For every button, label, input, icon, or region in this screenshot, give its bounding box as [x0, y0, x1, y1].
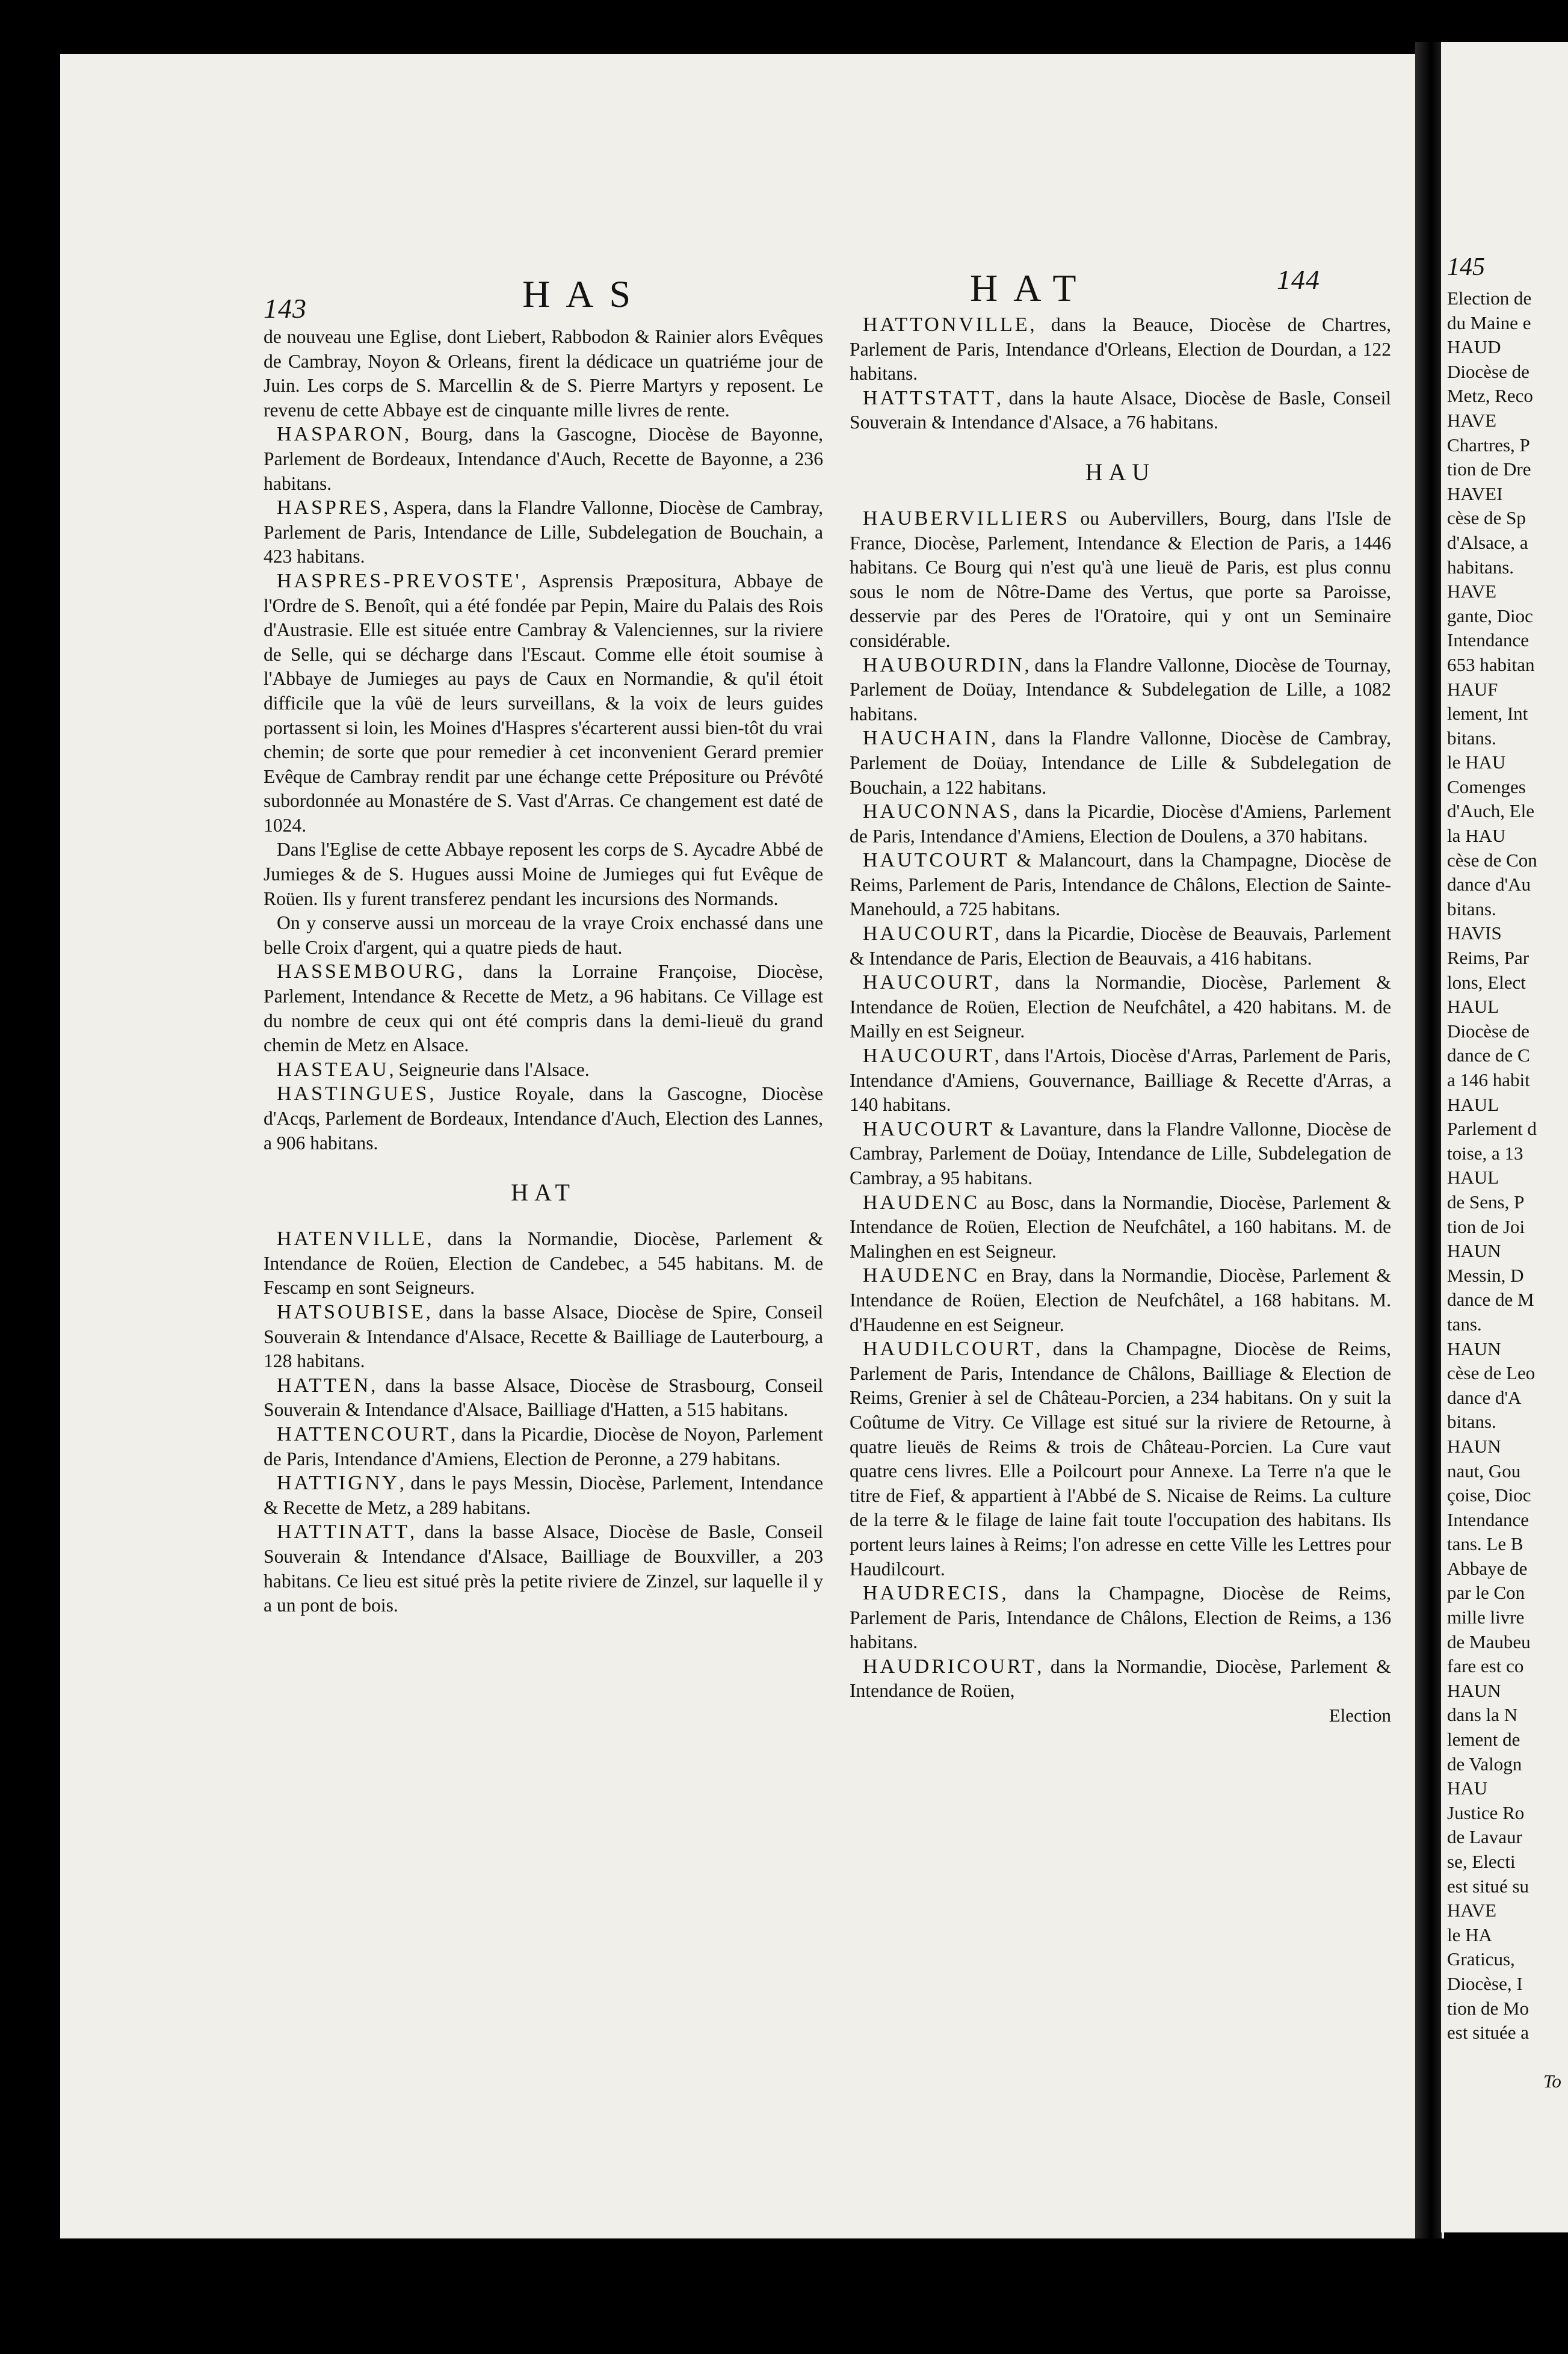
fragment-line: de Lavaur: [1447, 1826, 1522, 1848]
entry-headword: HAUDILCOURT: [863, 1338, 1036, 1361]
dictionary-entry: [264, 569, 823, 838]
fragment-line: lement de: [1447, 1729, 1520, 1750]
entry-text: , dans la Normandie, Diocèse, Parlement & Intendance de Roüen,: [850, 1655, 1391, 1702]
fragment-line: Metz, Reco: [1447, 385, 1533, 407]
fragment-line: Parlement d: [1447, 1118, 1537, 1140]
fragment-line: HAUL: [1447, 1093, 1499, 1115]
fragment-line: Comenges: [1447, 776, 1526, 797]
entry-headword: HAUCOURT: [863, 1045, 995, 1067]
fragment-line: est situé su: [1447, 1875, 1529, 1897]
dictionary-entry: [850, 1337, 1391, 1581]
fragment-line: çoise, Dioc: [1447, 1484, 1531, 1506]
dictionary-entry: [264, 1082, 823, 1155]
entry-text: , Asprensis Præpositura, Abbaye de l'Ordre de S. Benoît, qui a été fondée par Pepin, Maire du Palais des Rois d'Austrasie. Elle est située entre Cambray & Valenciennes, sur la riviere de Selle, qui se décharge dans l'Escaut. Comme elle étoit soumise à l'Abbaye de Jumieges au pays de Caux en Normandie, & qu'il étoit difficile que la vûë de leurs surveillans, & la voix de leurs guides portassent si loin, les Moines d'Haspres s'écarterent aussi bien-tôt du vrai chemin; de sorte que pour remedier à cet inconvenient Gerard premier Evêque de Cambray rendit par une échange cette Prépositure ou Prévôté subordonnée au Monastére de S. Vast d'Arras. Ce changement est daté de 1024.: [264, 570, 823, 836]
fragment-line: Diocèse, I: [1447, 1972, 1523, 1994]
entry-headword: HAUDRECIS: [863, 1582, 1002, 1605]
right-page-sheet: [1441, 42, 1568, 2232]
fragment-line: le HA: [1447, 1924, 1492, 1945]
fragment-line: HAVE: [1447, 581, 1497, 602]
fragment-line: d'Auch, Ele: [1447, 800, 1535, 822]
entry-headword: HAUBOURDIN: [863, 653, 1025, 676]
dictionary-entry: [850, 1191, 1391, 1264]
section-title-hat: HAT: [511, 1179, 576, 1206]
fragment-line: Diocèse de: [1447, 1020, 1529, 1042]
dictionary-entry: [850, 1581, 1391, 1655]
right-catchword: To: [1543, 2070, 1561, 2092]
page-number-145: 145: [1447, 253, 1485, 281]
fragment-line: Messin, D: [1447, 1264, 1524, 1286]
dictionary-entry: [850, 1655, 1391, 1704]
dictionary-entry: [850, 1044, 1391, 1117]
fragment-line: Abbaye de: [1447, 1557, 1528, 1579]
entry-text: , dans la Picardie, Diocèse de Noyon, Parlement de Paris, Intendance d'Amiens, Election de Peronne, a 279 habitans.: [264, 1423, 823, 1469]
entry-text: & Lavanture, dans la Flandre Vallonne, Diocèse de Cambray, Parlement de Doüay, Intendance de Lille, Subdelegation de Cambray, a 95 habitans.: [850, 1118, 1391, 1188]
fragment-line: de Valogn: [1447, 1753, 1522, 1775]
entry-text: , dans la basse Alsace, Diocèse de Spire, Conseil Souverain & Intendance d'Alsace, Recette & Bailliage de Lauterbourg, a 128 habitans.: [264, 1301, 823, 1372]
dictionary-entry: [264, 960, 823, 1057]
dictionary-entry: [264, 1520, 823, 1617]
dictionary-entry: [264, 911, 823, 960]
fragment-line: Graticus,: [1447, 1948, 1515, 1970]
catchword: Election: [1329, 1705, 1391, 1726]
dictionary-entry: [850, 848, 1391, 922]
fragment-line: dans la N: [1447, 1704, 1518, 1726]
dictionary-entry: [264, 1058, 823, 1083]
entry-headword: HAUCOURT: [863, 922, 995, 945]
entry-text: , dans la Flandre Vallonne, Diocèse de Cambray, Parlement de Doüay, Intendance de Lille & Subdelegation de Bouchain, a 122 habitans.: [850, 728, 1391, 798]
fragment-line: d'Alsace, a: [1447, 531, 1528, 553]
book-gutter: [1415, 42, 1442, 2238]
fragment-line: a 146 habit: [1447, 1069, 1530, 1090]
page-number-143: 143: [264, 293, 307, 324]
dictionary-entry: [850, 507, 1391, 653]
fragment-line: se, Electi: [1447, 1851, 1516, 1872]
entry-text: , dans la Normandie, Diocèse, Parlement & Intendance de Roüen, Election de Candebec, a 545 habitans. M. de Fescamp en sont Seigneurs.: [264, 1228, 823, 1299]
fragment-line: naut, Gou: [1447, 1460, 1521, 1481]
entry-text: On y conserve aussi un morceau de la vraye Croix enchassé dans une belle Croix d'argent, qui a quatre pieds de haut.: [264, 912, 823, 958]
entry-headword: HASPRES: [277, 496, 384, 519]
fragment-line: cèse de Leo: [1447, 1362, 1536, 1384]
fragment-line: HAUF: [1447, 678, 1498, 700]
entry-text: , Bourg, dans la Gascogne, Diocèse de Bayonne, Parlement de Bordeaux, Intendance d'Auch, Recette de Bayonne, a 236 habitans.: [264, 424, 823, 494]
entry-text: , Seigneurie dans l'Alsace.: [389, 1058, 590, 1080]
left-text-body: [264, 325, 823, 1618]
fragment-line: bitans.: [1447, 1411, 1496, 1433]
entry-headword: HAUDENC: [863, 1264, 980, 1287]
fragment-line: tion de Joi: [1447, 1216, 1525, 1237]
fragment-line: HAUN: [1447, 1679, 1501, 1701]
fragment-line: Diocèse de: [1447, 360, 1529, 382]
entry-text: , dans la Champagne, Diocèse de Reims, Parlement de Paris, Intendance de Châlons, Election de Reims, a 136 habitans.: [850, 1583, 1391, 1653]
dictionary-entry: [264, 325, 823, 422]
dictionary-entry: [850, 1264, 1391, 1337]
entry-headword: HAUBERVILLIERS: [863, 507, 1070, 530]
entry-headword: HASSEMBOURG: [277, 960, 458, 983]
dictionary-entry: [850, 726, 1391, 800]
entry-headword: HAUCONNAS: [863, 800, 1013, 823]
fragment-line: par le Con: [1447, 1582, 1525, 1604]
entry-text: , dans la haute Alsace, Diocèse de Basle, Conseil Souverain & Intendance d'Alsace, a 76 habitans.: [850, 387, 1391, 433]
fragment-line: Intendance: [1447, 1509, 1529, 1530]
fragment-line: du Maine e: [1447, 312, 1531, 333]
entry-headword: HAUCOURT: [863, 1117, 995, 1140]
entry-text: de nouveau une Eglise, dont Liebert, Rabbodon & Rainier alors Evêques de Cambray, Noyon & Orleans, firent la dédicace un quatriéme jour de Juin. Les corps de S. Marcellin & de S. Pierre Martyrs y reposent. Le revenu de cette Abbaye est de cinquante mille livres de rente.: [264, 326, 823, 421]
entry-text: , Aspera, dans la Flandre Vallonne, Diocèse de Cambray, Parlement de Paris, Intendance de Lille, Subdelegation de Bouchain, a 423 habitans.: [264, 497, 823, 567]
fragment-line: Intendance: [1447, 629, 1529, 651]
fragment-line: bitans.: [1447, 898, 1496, 919]
fragment-line: HAUL: [1447, 996, 1499, 1018]
fragment-line: Justice Ro: [1447, 1802, 1525, 1823]
dictionary-entry: [264, 1471, 823, 1520]
fragment-line: HAUD: [1447, 336, 1501, 358]
entry-headword: HASPARON: [277, 423, 405, 446]
fragment-line: HAVIS: [1447, 922, 1502, 944]
entry-text: , dans la Beauce, Diocèse de Chartres, Parlement de Paris, Intendance d'Orleans, Election de Dourdan, a 122 habitans.: [850, 314, 1391, 385]
running-header-has: HAS: [522, 273, 647, 315]
mid-entries-hau: [850, 507, 1391, 1704]
fragment-line: HAUN: [1447, 1435, 1501, 1457]
fragment-line: dance de C: [1447, 1045, 1530, 1066]
fragment-line: HAUN: [1447, 1240, 1501, 1262]
fragment-line: tans.: [1447, 1313, 1482, 1335]
dictionary-entry: [264, 1227, 823, 1300]
entry-headword: HASPRES-PREVOSTE': [277, 569, 522, 592]
dictionary-entry: [850, 971, 1391, 1044]
entry-headword: HAUTCOURT: [863, 849, 1010, 872]
dictionary-entry: [264, 1374, 823, 1423]
fragment-line: tion de Mo: [1447, 1997, 1529, 2019]
dictionary-entry: [264, 496, 823, 569]
fragment-line: habitans.: [1447, 556, 1514, 578]
dictionary-entry: [850, 386, 1391, 435]
entry-text: , dans la basse Alsace, Diocèse de Strasbourg, Conseil Souverain & Intendance d'Alsace, Bailliage d'Hatten, a 515 habitans.: [264, 1374, 823, 1421]
fragment-line: cèse de Sp: [1447, 507, 1526, 529]
dictionary-entry: [264, 1300, 823, 1374]
page-number-144: 144: [1277, 264, 1320, 295]
fragment-line: HAVE: [1447, 409, 1497, 431]
dictionary-entry: [264, 422, 823, 496]
dictionary-entry: [850, 922, 1391, 971]
entry-headword: HAUDENC: [863, 1191, 980, 1214]
fragment-line: le HAU: [1447, 752, 1506, 773]
entry-headword: HATENVILLE: [277, 1228, 427, 1250]
entry-text: Dans l'Eglise de cette Abbaye reposent les corps de S. Aycadre Abbé de Jumieges & de S. Hugues aussi Moine de Jumieges qui fut Evêque de Roüen. Ils y furent transferez pendant les incursions des Normands.: [264, 839, 823, 909]
fragment-line: 653 habitan: [1447, 653, 1535, 675]
entry-text: ou Aubervillers, Bourg, dans l'Isle de France, Diocèse, Parlement, Intendance & Election de Paris, a 1446 habitans. Ce Bourg qui n'est qu'à une lieuë de Paris, est plus connu sous le nom de Nôtre-Dame des Vertus, que porte sa Paroisse, desservie par des Peres de l'Oratoire, qui y ont un Seminaire considérable.: [850, 507, 1391, 651]
fragment-line: HAUL: [1447, 1167, 1499, 1188]
fragment-line: Election de: [1447, 288, 1532, 309]
running-header-hat: HAT: [970, 267, 1092, 309]
fragment-line: HAVEI: [1447, 483, 1503, 504]
entry-text: en Bray, dans la Normandie, Diocèse, Parlement & Intendance de Roüen, Election de Neufchâtel, a 168 habitans. M. d'Haudenne en est Seigneur.: [850, 1265, 1391, 1335]
fragment-line: cèse de Con: [1447, 849, 1537, 871]
entry-text: , dans l'Artois, Diocèse d'Arras, Parlement de Paris, Intendance d'Amiens, Gouvernance, Bailliage & Recette d'Arras, a 140 habitans.: [850, 1045, 1391, 1116]
fragment-line: mille livre: [1447, 1607, 1525, 1628]
fragment-line: Chartres, P: [1447, 434, 1530, 456]
mid-entries: [850, 313, 1391, 435]
right-fragment-lines: [1447, 286, 1567, 2045]
entry-headword: HATTINATT: [277, 1521, 410, 1543]
entry-headword: HAUDRICOURT: [863, 1655, 1037, 1678]
entry-headword: HATTEN: [277, 1374, 371, 1397]
dictionary-entry: [850, 653, 1391, 727]
entry-text: , dans la basse Alsace, Diocèse de Basle, Conseil Souverain & Intendance d'Alsace, Bailliage de Bouxviller, a 203 habitans. Ce lieu est situé près la petite riviere de Zinzel, sur laquelle il y a un pont de bois.: [264, 1521, 823, 1616]
entry-text: , dans la Champagne, Diocèse de Reims, Parlement de Paris, Intendance de Châlons, Bailliage & Election de Reims, Grenier à sel de Château-Porcien, a 234 habitans. On y suit la Coûtume de Vitry. Ce Village est situé sur la riviere de Retourne, à quatre lieuës de Reims & trois de Château-Porcien. La Cure vaut quatre cens livres. Elle a Poilcourt pour Annexe. La Terre n'a que le titre de Fief, & appartient à l'Abbé de S. Nicaise de Reims. La culture de la terre & le filage de laine fait toute l'occupation des habitans. Ils portent leurs laines à Reims; l'on adresse en cette Ville les Lettres pour Haudilcourt.: [850, 1338, 1391, 1580]
fragment-line: est située a: [1447, 2022, 1529, 2044]
fragment-line: HAUN: [1447, 1338, 1501, 1359]
entry-text: , dans la Normandie, Diocèse, Parlement & Intendance de Roüen, Election de Neufchâtel, a 420 habitans. M. de Mailly en est Seigneur.: [850, 972, 1391, 1042]
fragment-line: Reims, Par: [1447, 947, 1529, 969]
middle-text-body: [850, 313, 1391, 1728]
dictionary-entry: [850, 1117, 1391, 1191]
fragment-line: fare est co: [1447, 1655, 1524, 1677]
fragment-line: toise, a 13: [1447, 1142, 1523, 1164]
fragment-line: HAVE: [1447, 1900, 1497, 1921]
fragment-line: bitans.: [1447, 727, 1496, 749]
entry-text: , dans la Lorraine Françoise, Diocèse, Parlement, Intendance & Recette de Metz, a 96 habitans. Ce Village est du nombre de ceux qui ont été compris dans la demi-lieuë du grand chemin de Metz en Alsace.: [264, 961, 823, 1056]
right-page-fragment: [1447, 253, 1567, 2093]
fragment-line: gante, Dioc: [1447, 605, 1533, 626]
entry-headword: HATTENCOURT: [277, 1423, 451, 1445]
fragment-line: la HAU: [1447, 825, 1506, 847]
fragment-line: dance de M: [1447, 1289, 1534, 1311]
fragment-line: tion de Dre: [1447, 459, 1531, 480]
entry-headword: HASTEAU: [277, 1058, 389, 1081]
fragment-line: dance d'A: [1447, 1386, 1522, 1408]
entry-headword: HAUCOURT: [863, 971, 995, 994]
fragment-line: lement, Int: [1447, 703, 1528, 724]
dictionary-entry: [264, 838, 823, 911]
entry-headword: HATTSTATT: [863, 386, 997, 409]
fragment-line: dance d'Au: [1447, 874, 1531, 895]
left-entries: [264, 325, 823, 1155]
left-entries-hat: [264, 1227, 823, 1618]
fragment-line: de Sens, P: [1447, 1191, 1525, 1213]
fragment-line: de Maubeu: [1447, 1631, 1531, 1652]
entry-headword: HATSOUBISE: [277, 1300, 426, 1323]
entry-text: au Bosc, dans la Normandie, Diocèse, Parlement & Intendance de Roüen, Election de Neufchâtel, a 160 habitans. M. de Malinghen en est Seigneur.: [850, 1191, 1391, 1262]
fragment-line: lons, Elect: [1447, 971, 1526, 993]
dictionary-entry: [850, 800, 1391, 848]
dictionary-entry: [264, 1423, 823, 1471]
fragment-line: HAU: [1447, 1778, 1488, 1799]
entry-text: , dans la Picardie, Diocèse d'Amiens, Parlement de Paris, Intendance d'Amiens, Election de Doulens, a 370 habitans.: [850, 801, 1391, 847]
fragment-line: tans. Le B: [1447, 1533, 1523, 1555]
entry-headword: HATTIGNY: [277, 1472, 400, 1495]
section-title-hau: HAU: [1085, 458, 1156, 486]
entry-text: , dans la Picardie, Diocèse de Beauvais, Parlement & Intendance de Paris, Election de Beauvais, a 416 habitans.: [850, 923, 1391, 969]
dictionary-entry: [850, 313, 1391, 386]
entry-text: , Justice Royale, dans la Gascogne, Diocèse d'Acqs, Parlement de Bordeaux, Intendance d'Auch, Election des Lannes, a 906 habitans.: [264, 1083, 823, 1154]
entry-text: , dans le pays Messin, Diocèse, Parlement, Intendance & Recette de Metz, a 289 habitans.: [264, 1472, 823, 1518]
entry-headword: HAUCHAIN: [863, 727, 992, 750]
entry-headword: HASTINGUES: [277, 1083, 430, 1105]
entry-headword: HATTONVILLE: [863, 314, 1030, 336]
entry-text: & Malancourt, dans la Champagne, Diocèse de Reims, Parlement de Paris, Intendance de Châlons, Election de Sainte-Manehould, a 725 habitans.: [850, 850, 1391, 920]
entry-text: , dans la Flandre Vallonne, Diocèse de Tournay, Parlement de Doüay, Intendance & Subdelegation de Lille, a 1082 habitans.: [850, 654, 1391, 724]
